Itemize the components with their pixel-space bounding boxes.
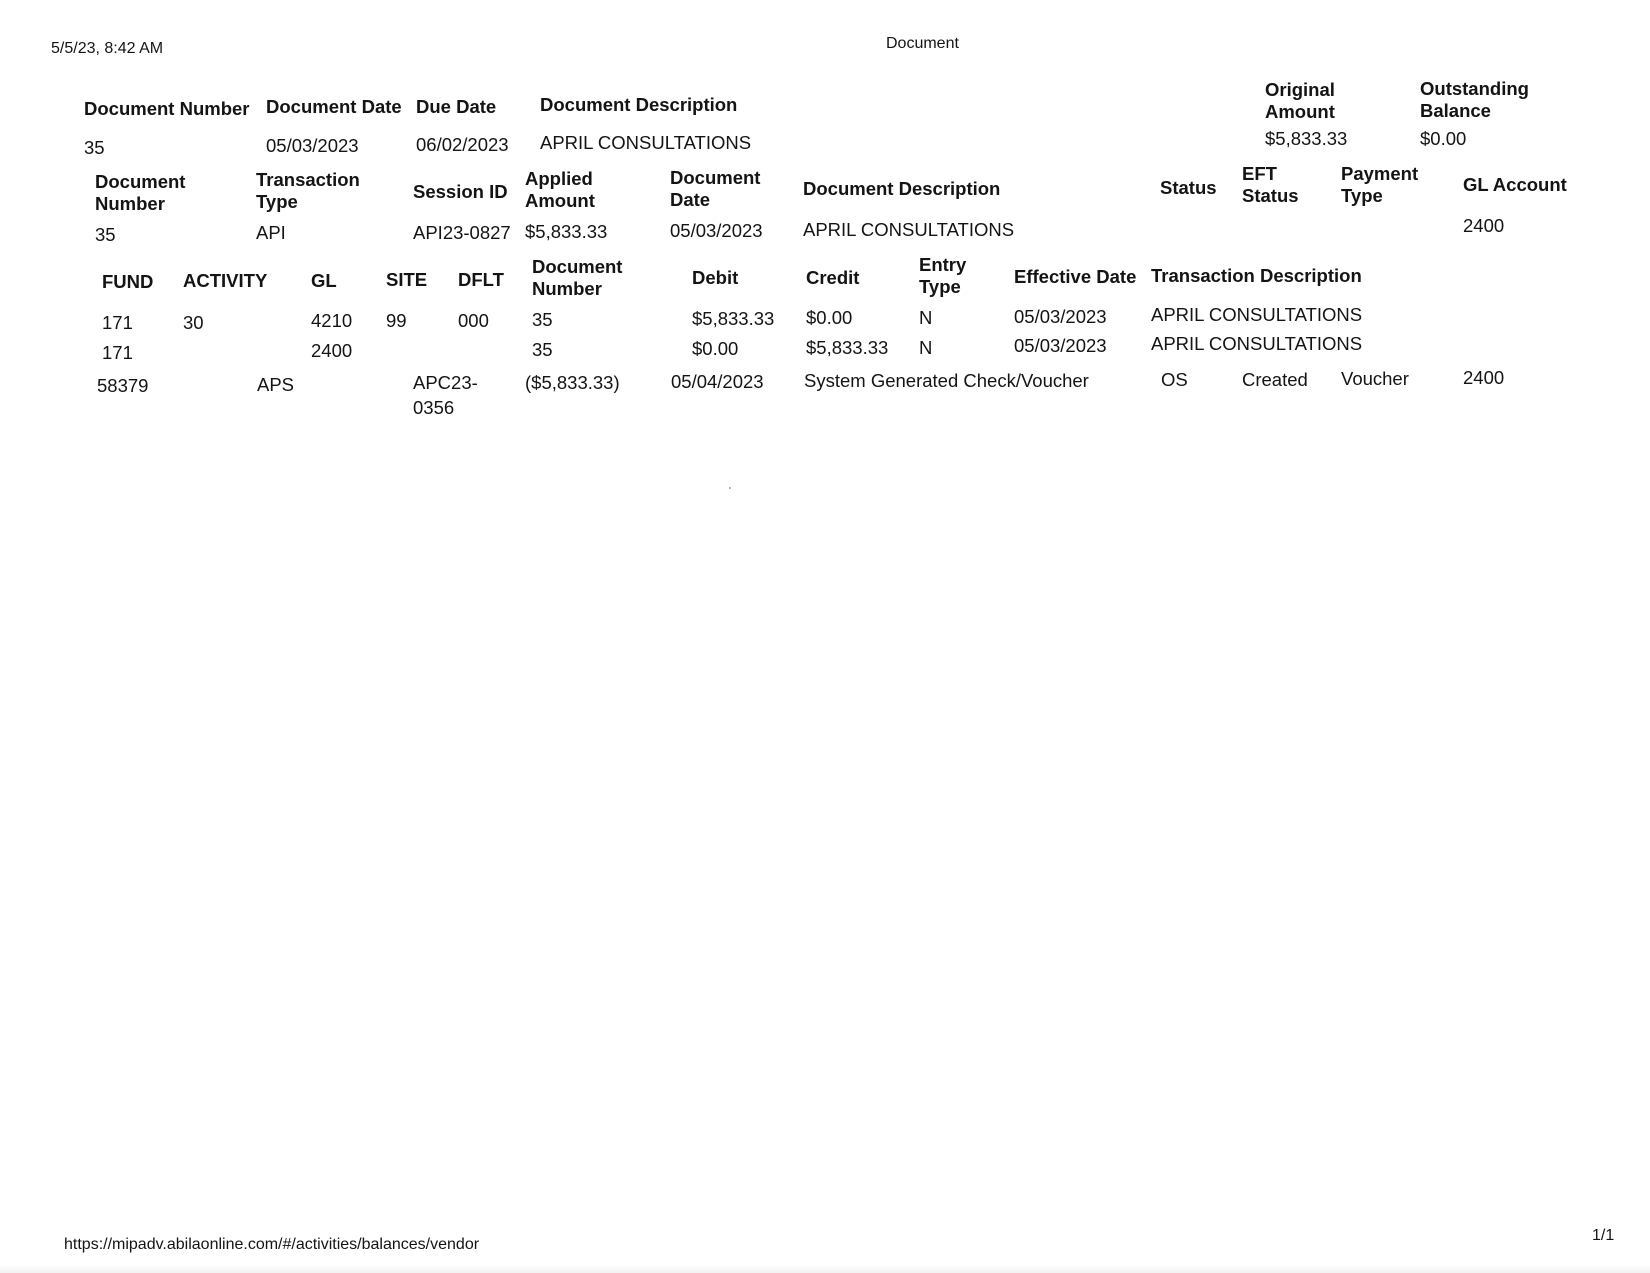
page-edge xyxy=(0,1265,1650,1273)
cell-transaction-type: APS xyxy=(257,374,295,395)
cell-gl: 4210 xyxy=(311,310,353,331)
header-activity: ACTIVITY xyxy=(183,270,268,291)
header-fund: FUND xyxy=(102,271,154,292)
cell-document-number: 58379 xyxy=(97,375,149,396)
header-debit: Debit xyxy=(692,267,739,288)
header-credit: Credit xyxy=(806,267,860,288)
header-outstanding-balance: Outstanding Balance xyxy=(1420,78,1529,121)
print-title: Document xyxy=(886,35,959,52)
header-payment-type: Payment Type xyxy=(1341,163,1419,206)
header-document-date: Document Date xyxy=(266,96,402,117)
cell-eft-status: Created xyxy=(1242,369,1308,390)
header-dflt: DFLT xyxy=(458,269,504,290)
cell-fund: 171 xyxy=(102,312,133,333)
cell-transaction-type: API xyxy=(256,222,286,243)
header-transaction-type: Transaction Type xyxy=(256,169,360,212)
header-entry-type: Entry Type xyxy=(919,254,967,297)
cell-document-description: APRIL CONSULTATIONS xyxy=(540,132,752,153)
header-site: SITE xyxy=(386,269,428,290)
header-gl-account: GL Account xyxy=(1463,174,1567,195)
cell-effective-date: 05/03/2023 xyxy=(1014,306,1107,327)
header-gl: GL xyxy=(311,270,337,291)
cell-applied-amount: ($5,833.33) xyxy=(525,372,620,393)
header-eft-status: EFT Status xyxy=(1242,163,1299,206)
cell-applied-amount: $5,833.33 xyxy=(525,221,608,242)
cell-credit: $5,833.33 xyxy=(806,337,889,358)
header-applied-amount: Applied Amount xyxy=(525,168,595,211)
cell-status: OS xyxy=(1161,369,1188,390)
cell-document-date: 05/03/2023 xyxy=(266,135,359,156)
cell-original-amount: $5,833.33 xyxy=(1265,128,1348,149)
header-applied-document-description: Document Description xyxy=(803,178,1001,199)
cell-document-description: System Generated Check/Voucher xyxy=(804,370,1089,391)
cell-activity: 30 xyxy=(183,312,204,333)
cell-document-number: 35 xyxy=(532,309,553,330)
header-original-amount: Original Amount xyxy=(1265,79,1335,122)
cell-fund: 171 xyxy=(102,342,133,363)
cell-document-date: 05/03/2023 xyxy=(670,220,763,241)
cell-gl: 2400 xyxy=(311,340,353,361)
header-transaction-description: Transaction Description xyxy=(1151,265,1362,286)
header-applied-document-number: Document Number xyxy=(95,171,186,214)
cell-transaction-description: APRIL CONSULTATIONS xyxy=(1151,333,1363,354)
print-url: https://mipadv.abilaonline.com/#/activities/balances/vendor xyxy=(64,1236,480,1253)
cell-entry-type: N xyxy=(919,337,933,358)
cell-document-date: 05/04/2023 xyxy=(671,371,764,392)
cell-session-id: APC23- 0356 xyxy=(413,372,478,418)
cell-due-date: 06/02/2023 xyxy=(416,134,509,155)
cell-entry-type: N xyxy=(919,307,933,328)
cell-dflt: 000 xyxy=(458,310,489,331)
cell-effective-date: 05/03/2023 xyxy=(1014,335,1107,356)
cell-document-number: 35 xyxy=(84,137,105,158)
header-due-date: Due Date xyxy=(416,96,497,117)
header-distribution-document-number: Document Number xyxy=(532,256,623,299)
cell-session-id: API23-0827 xyxy=(413,222,511,243)
cell-transaction-description: APRIL CONSULTATIONS xyxy=(1151,304,1363,325)
cell-gl-account: 2400 xyxy=(1463,367,1505,388)
header-document-number: Document Number xyxy=(84,98,250,119)
header-document-description: Document Description xyxy=(540,94,738,115)
cell-document-description: APRIL CONSULTATIONS xyxy=(803,219,1015,240)
scan-speck xyxy=(729,487,731,489)
header-effective-date: Effective Date xyxy=(1014,266,1137,287)
header-session-id: Session ID xyxy=(413,181,508,202)
cell-document-number: 35 xyxy=(532,339,553,360)
cell-outstanding-balance: $0.00 xyxy=(1420,128,1467,149)
print-timestamp: 5/5/23, 8:42 AM xyxy=(51,40,164,57)
header-status: Status xyxy=(1160,177,1217,198)
cell-gl-account: 2400 xyxy=(1463,215,1505,236)
page-number: 1/1 xyxy=(1592,1227,1615,1244)
cell-site: 99 xyxy=(386,310,407,331)
cell-debit: $0.00 xyxy=(692,338,739,359)
header-applied-document-date: Document Date xyxy=(670,167,761,210)
cell-payment-type: Voucher xyxy=(1341,368,1409,389)
cell-debit: $5,833.33 xyxy=(692,308,775,329)
cell-document-number: 35 xyxy=(95,224,116,245)
cell-credit: $0.00 xyxy=(806,307,853,328)
